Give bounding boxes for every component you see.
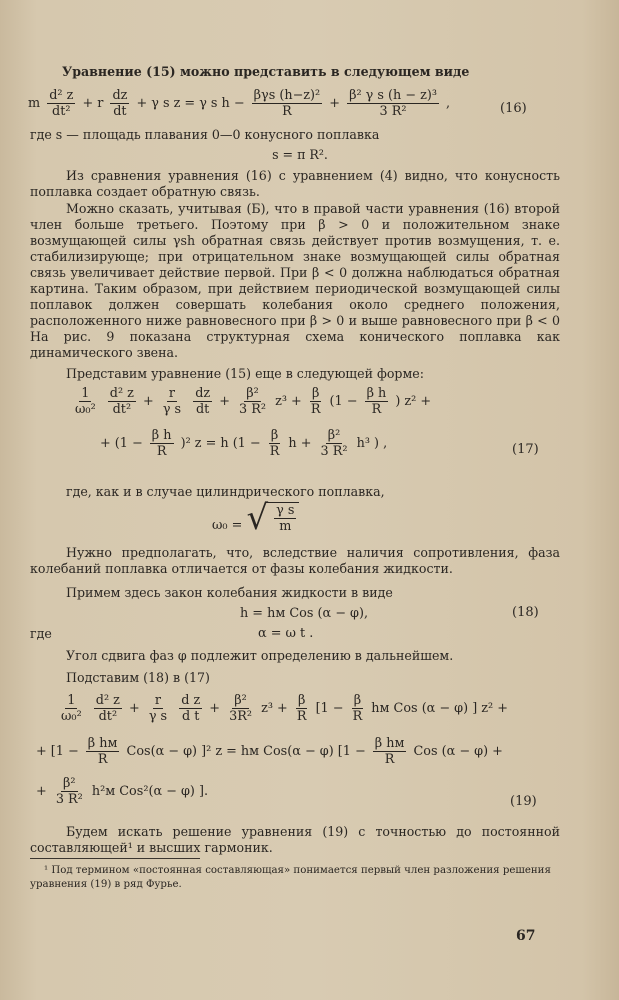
where-2: где <box>30 626 52 641</box>
page-number: 67 <box>516 928 536 944</box>
equation-19-line-3: + $\frac{\text{β²}}{\text{3 R²}}$ h²м Cos²(α − φ) ]. <box>36 776 209 807</box>
paragraph-2: Можно сказать, учитывая (Б), что в правой части уравнения (16) второй член больше третьего. Поэтому при β > 0 и положительном знаке возмущающей силы γsh обратная связь действует против возмущения, т. е. стабилизирующе; при отрицательном знаке возмущающей силы обратная связь увеличивает действие первой. При β < 0 должна наблюдаться обратная картина. Таким образом, при действием периодической возмущающей силы поплавок должен совершать колебания около среднего положения, расположенного ниже равновесного при β > 0 и выше равновесного при β < 0 На рис. 9 показана структурная схема конического поплавка как динамического звена. <box>30 201 560 360</box>
paragraph-9: Будем искать решение уравнения (19) с точностью до постоянной составляющей¹ и высших гармоник. <box>30 824 560 855</box>
where-s-text: где s — площадь плавания 0—0 конусного поплавка <box>30 127 380 142</box>
intro-text: Уравнение (15) можно представить в следующем виде <box>62 64 470 79</box>
equation-16: m $\frac{\text{d² z}}{\text{dt²}}$ + r $\frac{dz}{dt}$ + γ s z = γ s h − $\frac{\text{βγs (h−z)²}}{R}$ + $\frac{\text{β² γ s (h − z)³}}{\text{3 R²}}$ , <box>28 88 451 119</box>
eq16-number: (16) <box>500 101 527 116</box>
omega-definition: ω₀ = √ $\frac{\text{γ s}}{m}$ <box>212 502 299 534</box>
eq17-number: (17) <box>512 442 539 457</box>
eq19-number: (19) <box>510 794 537 809</box>
s-equation: s = π R². <box>272 147 328 162</box>
eq18-number: (18) <box>512 605 539 620</box>
paragraph-7: Угол сдвига фаз φ подлежит определению в дальнейшем. <box>66 648 454 663</box>
paragraph-8: Подставим (18) в (17) <box>66 670 210 685</box>
eq16-m: m <box>28 96 41 111</box>
sqrt-icon: √ <box>246 498 269 538</box>
equation-19-line-1: $\frac{1}{\text{ω₀²}}$ $\frac{\text{d² z}}{\text{dt²}}$ + $\frac{r}{\text{γ s}}$ $\frac{\text{d z}}{\text{d t}}$ + $\frac{\text{β²}}{\text{3R²}}$ z³ + $\frac{\beta}{R}$ [1 − $\frac{\beta}{R}$ hм Cos (α − φ) ] z² + <box>61 693 508 724</box>
paragraph-1: Из сравнения уравнения (16) с уравнением (4) видно, что конусность поплавка создает обратную связь. <box>30 168 560 199</box>
equation-17-line-2: + (1 − $\frac{\text{β h}}{R}$ )² z = h (1 − $\frac{\beta}{R}$ h + $\frac{\text{β²}}{\text{3 R²}}$ h³ ) , <box>100 428 388 459</box>
paragraph-4: где, как и в случае цилиндрического поплавка, <box>66 484 385 499</box>
paragraph-3: Представим уравнение (15) еще в следующей форме: <box>66 366 424 381</box>
footnote: ¹ Под термином «постоянная составляющая» понимается первый член разложения решения уравнения (19) в ряд Фурье. <box>30 865 551 890</box>
alpha-equation: α = ω t . <box>258 626 314 641</box>
equation-17-line-1: $\frac{1}{\text{ω₀²}}$ $\frac{\text{d² z}}{\text{dt²}}$ + $\frac{r}{\text{γ s}}$ $\frac{dz}{dt}$ + $\frac{\text{β²}}{\text{3 R²}}$ z³ + $\frac{\beta}{R}$ (1 − $\frac{\text{β h}}{R}$ ) z² + <box>75 386 432 417</box>
paragraph-5: Нужно предполагать, что, вследствие наличия сопротивления, фаза колебаний поплавка отличается от фазы колебания жидкости. <box>30 545 560 576</box>
paragraph-6: Примем здесь закон колебания жидкости в виде <box>66 585 393 600</box>
equation-19-line-2: + [1 − $\frac{\text{β hм}}{R}$ Cos(α − φ) ]² z = hм Cos(α − φ) [1 − $\frac{\text{β hм}}{R}$ Cos (α − φ) + <box>36 736 503 767</box>
footnote-divider <box>30 858 200 859</box>
equation-18: h = hм Cos (α − φ), <box>240 606 369 621</box>
